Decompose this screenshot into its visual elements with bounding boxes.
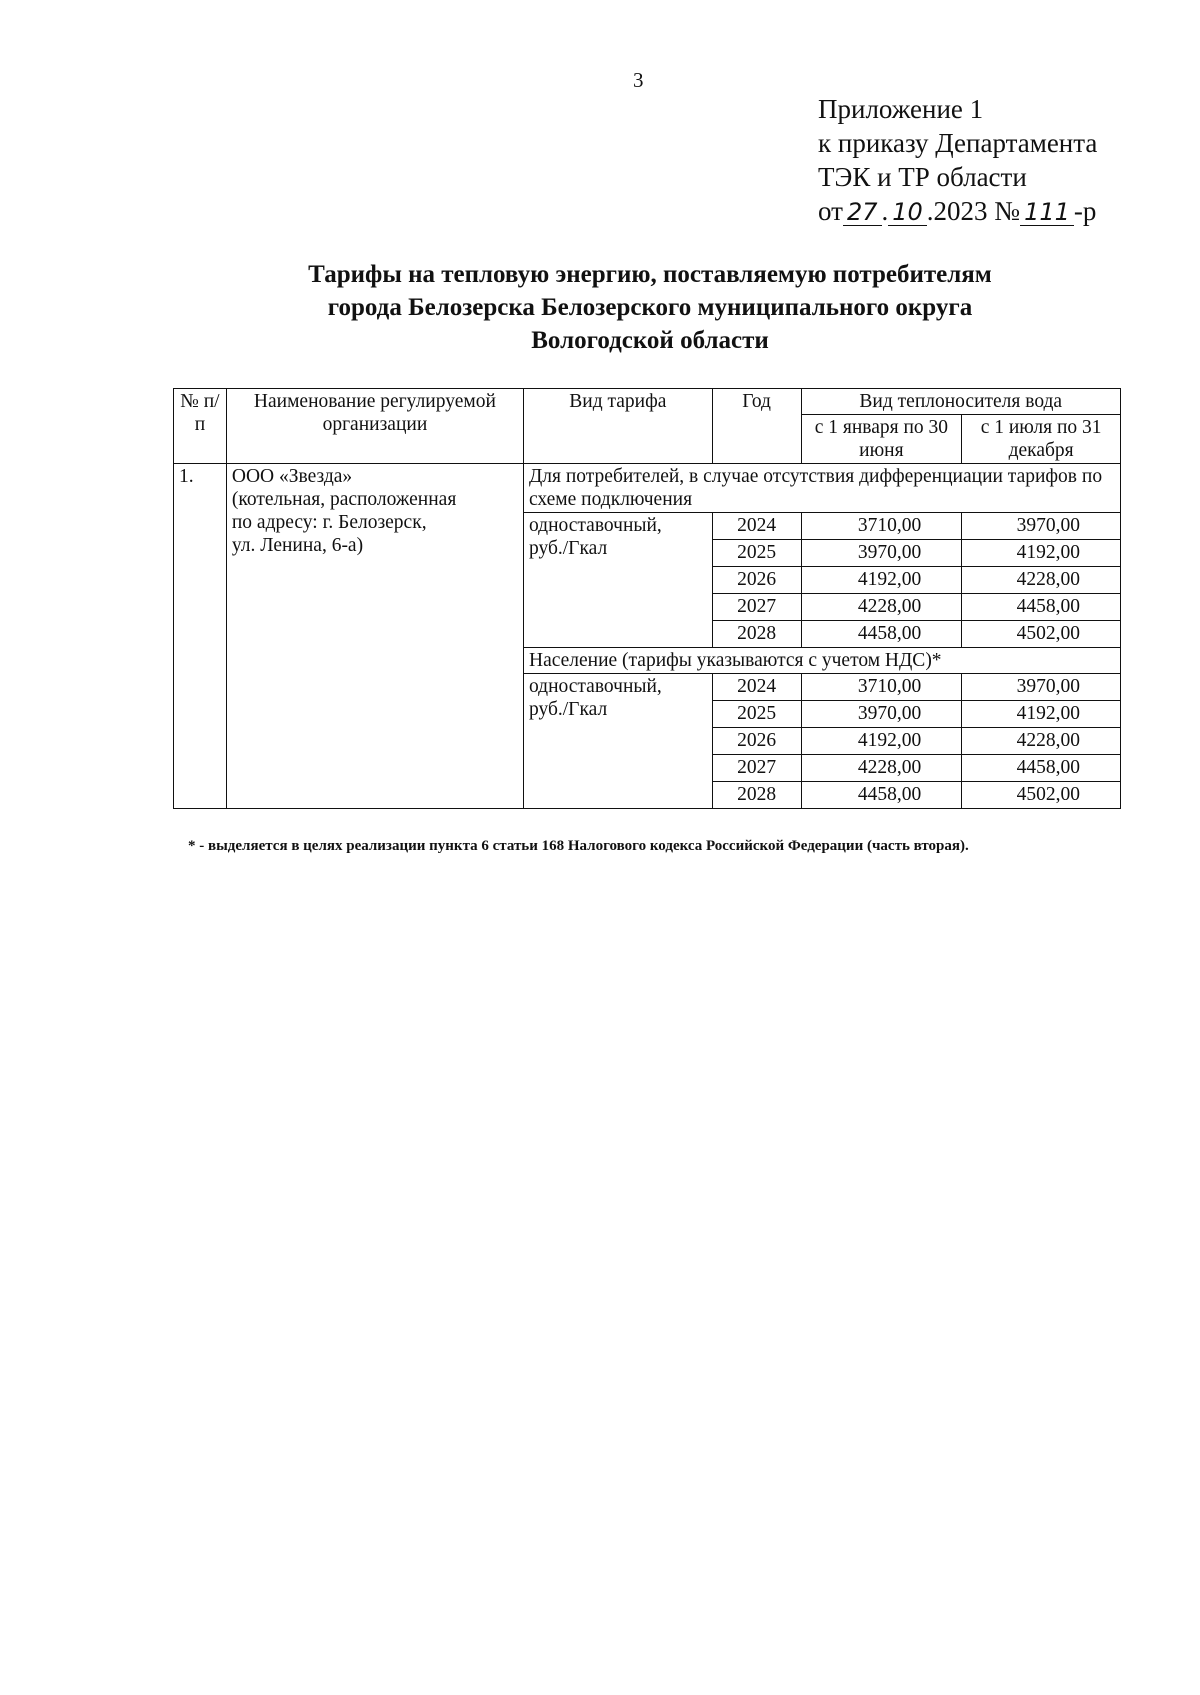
org-name: ООО «Звезда» (231, 466, 353, 487)
header-period-1: с 1 января по 30 июня (801, 415, 962, 464)
appendix-order-ref: к приказу Департамента (818, 128, 1098, 158)
value-cell: 4228,00 (962, 567, 1121, 594)
value-cell: 3970,00 (962, 513, 1121, 540)
row-number: 1. (174, 464, 227, 809)
group2-type-line2: руб./Гкал (528, 699, 608, 720)
value-cell: 4458,00 (801, 621, 962, 648)
value-cell: 4458,00 (962, 594, 1121, 621)
value-cell: 3970,00 (962, 674, 1121, 701)
value-cell: 4228,00 (801, 755, 962, 782)
year-cell: 2026 (712, 728, 801, 755)
title-line-2: города Белозерска Белозерского муниципального округа (327, 294, 973, 321)
appendix-block (818, 92, 1097, 228)
group1-type-line1: одноставочный, (528, 515, 662, 536)
group1-label: Для потребителей, в случае отсутствия дифференциации тарифов по схеме подключения (523, 464, 1120, 513)
order-date-number: от 27 . 10 .2023 № 111 -р (818, 196, 1097, 226)
value-cell: 4192,00 (801, 728, 962, 755)
order-suffix: -р (1073, 196, 1097, 226)
header-row (174, 389, 1121, 415)
value-cell: 4458,00 (962, 755, 1121, 782)
value-cell: 4502,00 (962, 621, 1121, 648)
group1-label-row (174, 464, 1121, 513)
value-cell: 3710,00 (801, 513, 962, 540)
order-number-handwritten: 111 (1020, 199, 1074, 226)
year-cell: 2027 (712, 755, 801, 782)
year-cell: 2025 (712, 701, 801, 728)
title-line-3: Вологодской области (531, 327, 769, 354)
value-cell: 4192,00 (962, 540, 1121, 567)
footnote: * - выделяется в целях реализации пункта 6 статьи 168 Налогового кодекса Российской Федерации (часть вторая). (188, 838, 969, 854)
year-cell: 2024 (712, 674, 801, 701)
document-title (0, 258, 1200, 357)
header-num: № п/п (174, 389, 227, 464)
group2-label: Население (тарифы указываются с учетом НДС)* (523, 648, 1120, 674)
value-cell: 4228,00 (801, 594, 962, 621)
year-cell: 2025 (712, 540, 801, 567)
year-cell: 2026 (712, 567, 801, 594)
header-org: Наименование регулируемой организации (226, 389, 523, 464)
value-cell: 4502,00 (962, 782, 1121, 809)
org-desc-3: ул. Ленина, 6-а) (231, 535, 364, 556)
order-day-handwritten: 27 (843, 199, 882, 226)
group1-type-line2: руб./Гкал (528, 538, 608, 559)
group2-type-line1: одноставочный, (528, 676, 662, 697)
order-year: .2023 № (926, 196, 1021, 226)
header-carrier: Вид теплоносителя вода (801, 389, 1120, 415)
value-cell: 4192,00 (801, 567, 962, 594)
org-desc-1: (котельная, расположенная (231, 489, 457, 510)
org-cell (226, 464, 523, 809)
value-cell: 3710,00 (801, 674, 962, 701)
order-prefix: от (818, 196, 843, 226)
year-cell: 2024 (712, 513, 801, 540)
tariff-table (173, 388, 1121, 809)
appendix-title: Приложение 1 (818, 94, 984, 124)
title-line-1: Тарифы на тепловую энергию, поставляемую потребителям (308, 261, 992, 288)
year-cell: 2027 (712, 594, 801, 621)
header-period-2: с 1 июля по 31 декабря (962, 415, 1121, 464)
page-number: 3 (633, 68, 644, 92)
value-cell: 3970,00 (801, 701, 962, 728)
value-cell: 4228,00 (962, 728, 1121, 755)
order-month-handwritten: 10 (888, 199, 927, 226)
value-cell: 4192,00 (962, 701, 1121, 728)
org-desc-2: по адресу: г. Белозерск, (231, 512, 427, 533)
appendix-department: ТЭК и ТР области (818, 162, 1027, 192)
header-type: Вид тарифа (523, 389, 712, 464)
group1-tariff-type (523, 513, 712, 648)
year-cell: 2028 (712, 782, 801, 809)
value-cell: 4458,00 (801, 782, 962, 809)
value-cell: 3970,00 (801, 540, 962, 567)
header-year: Год (712, 389, 801, 464)
group2-tariff-type (523, 674, 712, 809)
year-cell: 2028 (712, 621, 801, 648)
